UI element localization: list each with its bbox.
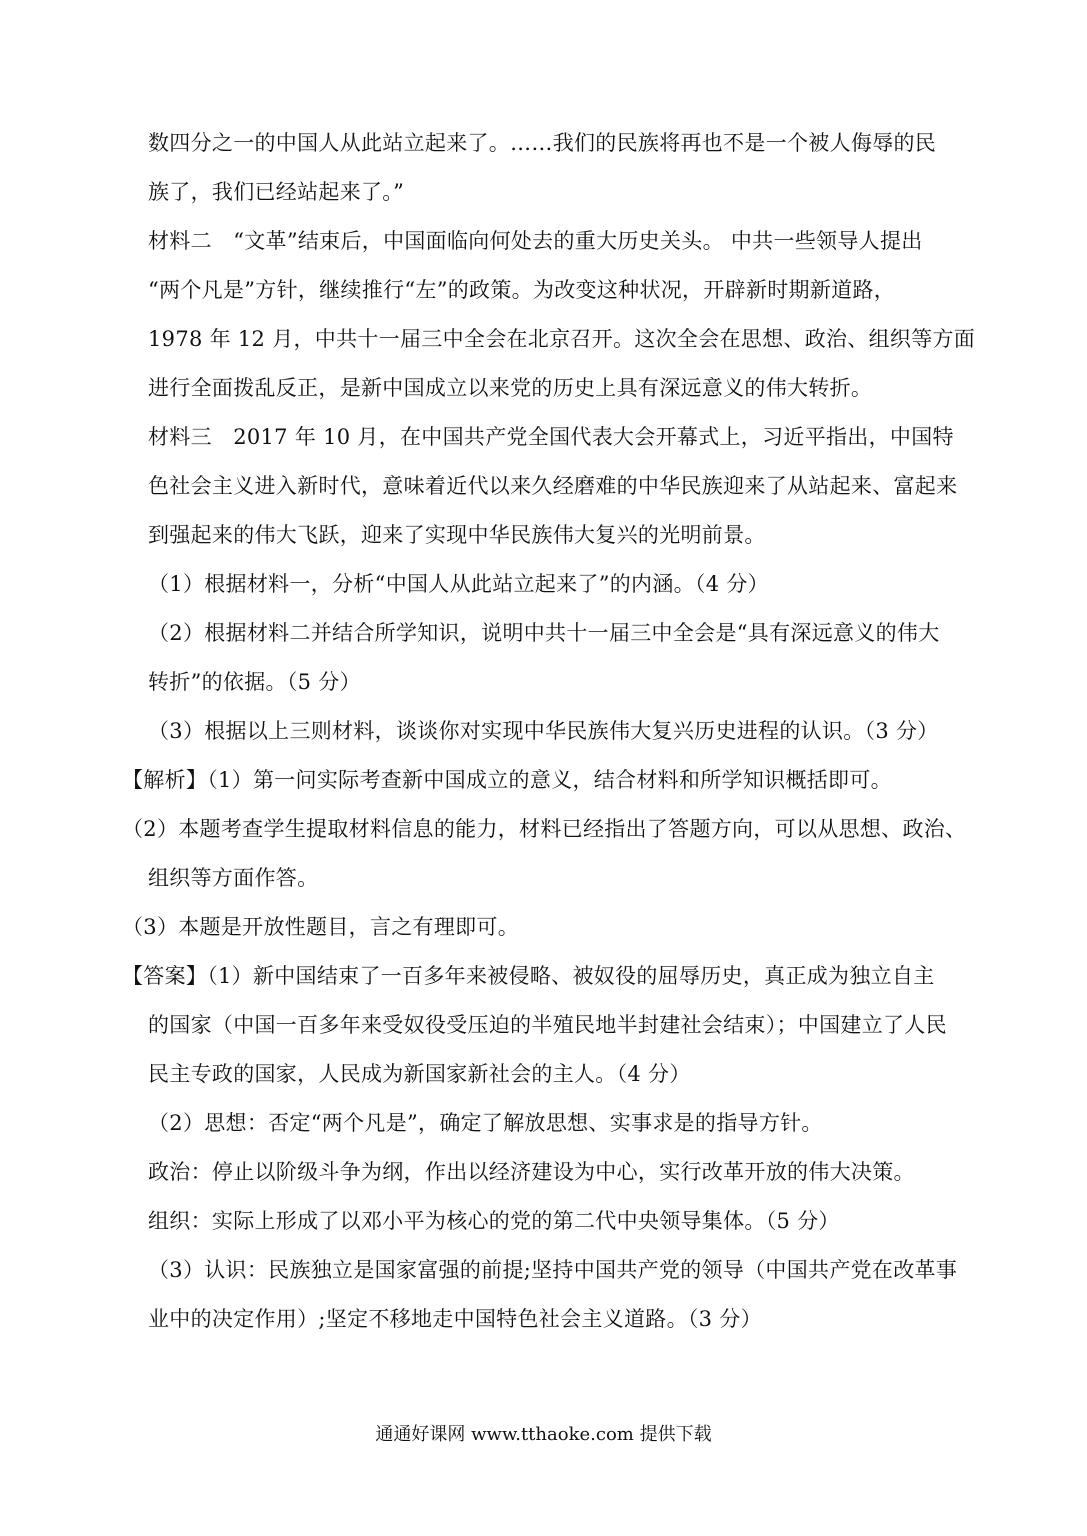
question-3: （3）根据以上三则材料，谈谈你对实现中华民族伟大复兴历史进程的认识。（3 分） bbox=[148, 719, 939, 743]
analysis-line: 【解析】（1）第一问实际考查新中国成立的意义，结合材料和所学知识概括即可。 bbox=[122, 768, 892, 792]
question-1: （1）根据材料一，分析“中国人从此站立起来了”的内涵。（4 分） bbox=[148, 572, 769, 596]
material-three-text-line: 材料三 2017 年 10 月，在中国共产党全国代表大会开幕式上，习近平指出，中国特 bbox=[148, 425, 954, 449]
answer-line: 【答案】（1）新中国结束了一百多年来被侵略、被奴役的屈辱历史，真正成为独立自主 bbox=[122, 964, 935, 988]
material-two-text-line: “两个凡是”方针，继续推行“左”的政策。为改变这种状况，开辟新时期新道路， bbox=[148, 278, 896, 302]
material-two-text-line: 1978 年 12 月，中共十一届三中全会在北京召开。这次全会在思想、政治、组织等方面 bbox=[148, 327, 976, 351]
answer-line: 政治：停止以阶级斗争为纲，作出以经济建设为中心，实行改革开放的伟大决策。 bbox=[148, 1160, 915, 1184]
answer-line: 的国家（中国一百多年来受奴役受压迫的半殖民地半封建社会结束）；中国建立了人民 bbox=[148, 1013, 947, 1037]
answer-line: （3）认识：民族独立是国家富强的前提;坚持中国共产党的领导（中国共产党在改革事 bbox=[148, 1258, 958, 1282]
question-2: （2）根据材料二并结合所学知识，说明中共十一届三中全会是“具有深远意义的伟大 bbox=[148, 621, 940, 645]
answer-line: （2）思想：否定“两个凡是”，确定了解放思想、实事求是的指导方针。 bbox=[148, 1111, 823, 1135]
analysis-line: 组织等方面作答。 bbox=[148, 866, 319, 890]
answer-line: 民主专政的国家，人民成为新国家新社会的主人。（4 分） bbox=[148, 1062, 691, 1086]
answer-line: 组织：实际上形成了以邓小平为核心的党的第二代中央领导集体。（5 分） bbox=[148, 1209, 840, 1233]
analysis-line: （3）本题是开放性题目，言之有理即可。 bbox=[122, 915, 520, 939]
answer-line: 业中的决定作用）;坚定不移地走中国特色社会主义道路。（3 分） bbox=[148, 1307, 762, 1331]
material-three-text-line: 到强起来的伟大飞跃，迎来了实现中华民族伟大复兴的光明前景。 bbox=[148, 523, 766, 547]
question-2-continued: 转折”的依据。（5 分） bbox=[148, 670, 361, 694]
analysis-line: （2）本题考查学生提取材料信息的能力，材料已经指出了答题方向，可以从思想、政治、 bbox=[122, 817, 967, 841]
material-one-text-line: 族了，我们已经站起来了。” bbox=[148, 180, 405, 204]
page-footer: 通通好课网 www.tthaoke.com 提供下载 bbox=[375, 1424, 712, 1445]
material-two-text-line: 材料二 “文革”结束后，中国面临向何处去的重大历史关头。 中共一些领导人提出 bbox=[148, 229, 923, 253]
material-one-text-line: 数四分之一的中国人从此站立起来了。……我们的民族将再也不是一个被人侮辱的民 bbox=[148, 131, 937, 155]
material-three-text-line: 色社会主义进入新时代，意味着近代以来久经磨难的中华民族迎来了从站起来、富起来 bbox=[148, 474, 958, 498]
material-two-text-line: 进行全面拨乱反正，是新中国成立以来党的历史上具有深远意义的伟大转折。 bbox=[148, 376, 873, 400]
